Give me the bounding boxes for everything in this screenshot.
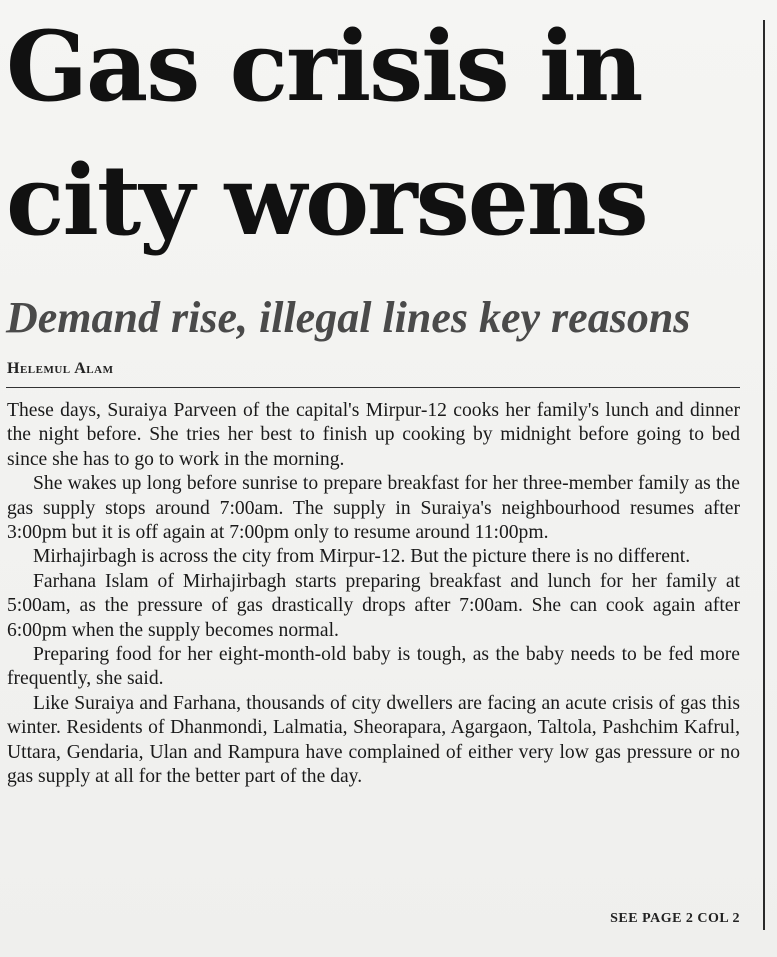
continuation-note: SEE PAGE 2 COL 2 <box>610 911 740 926</box>
byline: Helemul Alam <box>7 360 114 377</box>
paragraph: Mirhajirbagh is across the city from Mirpur-12. But the picture there is no different. <box>33 546 691 568</box>
article-body <box>7 399 740 790</box>
paragraph: Preparing food for her eight-month-old baby is tough, as the baby needs to be fed more frequently, she said. <box>7 644 740 690</box>
headline <box>6 0 746 268</box>
paragraph: She wakes up long before sunrise to prepare breakfast for her three-member family as the gas supply stops around 7:00am. The supply in Suraiya's neighbourhood resumes after 3:00pm but it is off again at 7:00pm only to resume around 11:00pm. <box>7 473 740 544</box>
paragraph: These days, Suraiya Parveen of the capital's Mirpur-12 cooks her family's lunch and dinner the night before. She tries her best to finish up cooking by midnight before going to bed since she has to go to work in the morning. <box>7 400 740 470</box>
headline-line-2: city worsens <box>6 144 647 257</box>
paragraph: Like Suraiya and Farhana, thousands of city dwellers are facing an acute crisis of gas this winter. Residents of Dhanmondi, Lalmatia, Sheorapara, Agargaon, Taltola, Pashchim Kafrul, Uttara, Gendaria, Ulan and Rampura have complained of either very low gas pressure or no gas supply at all for the better part of the day. <box>7 692 740 788</box>
paragraph: Farhana Islam of Mirhajirbagh starts preparing breakfast and lunch for her family at 5:00am, as the pressure of gas drastically drops after 7:00am. She can cook again after 6:00pm when the supply becomes normal. <box>7 570 740 641</box>
subheadline: Demand rise, illegal lines key reasons <box>6 293 691 342</box>
headline-line-1: Gas crisis in <box>6 10 642 123</box>
byline-divider <box>6 387 740 388</box>
column-divider <box>763 20 765 930</box>
